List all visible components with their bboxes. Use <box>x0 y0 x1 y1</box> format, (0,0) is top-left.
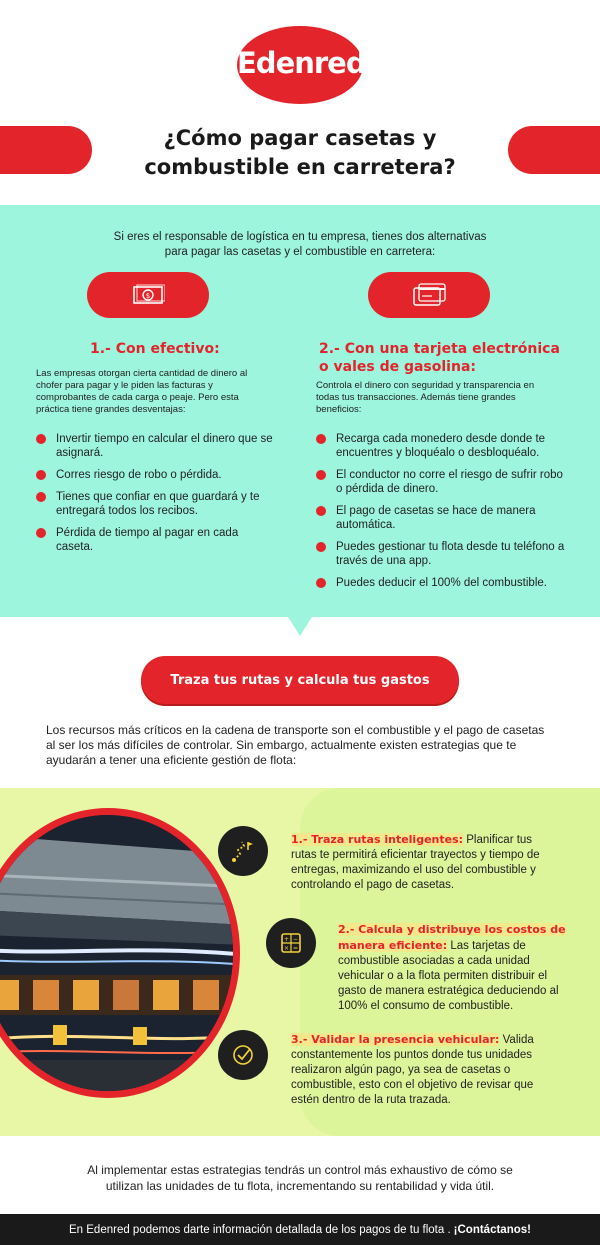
calculator-icon <box>278 930 304 956</box>
cash-icon <box>131 282 165 308</box>
svg-text:×: × <box>283 945 290 952</box>
list-item: Invertir tiempo en calcular el dinero que se asignará. <box>36 432 276 460</box>
header <box>0 0 600 205</box>
fleet-management-intro: Los recursos más críticos en la cadena de transporte son el combustible y el pago de casetas al ser los más difíciles de controlar. Sin embargo, actualmente existen estrategias que te ayudarán a tener una eficiente gestión de flota: <box>46 723 545 767</box>
strategy-heading-3: 3.- Validar la presencia vehicular: <box>291 1033 500 1046</box>
right-bullet-list <box>316 432 566 598</box>
svg-text:$: $ <box>145 292 151 300</box>
bullet-dot <box>36 528 46 538</box>
list-item: Tienes que confiar en que guardará y te entregará todos los recibos. <box>36 490 276 518</box>
page-title <box>120 124 480 182</box>
left-column-description: Las empresas otorgan cierta cantidad de dinero al chofer para pagar y le piden las facturas y comprobantes de cada carga o peaje. Pero esta práctica tiene grandes desventajas: <box>36 368 248 415</box>
intro-line-1: Si eres el responsable de logística en tu empresa, tienes dos alternativas <box>113 231 487 243</box>
list-item: Recarga cada monedero desde donde te encuentres y bloquéalo o desbloquéalo. <box>316 432 566 460</box>
right-title-line-1: 2.- Con una tarjeta electrónica <box>319 341 560 357</box>
check-icon <box>230 1042 256 1068</box>
logo-text: Edenred <box>237 46 366 80</box>
cash-pill <box>87 272 209 318</box>
step-1-badge <box>218 826 268 876</box>
list-item: Puedes deducir el 100% del combustible. <box>316 576 566 590</box>
routes-cta-banner: Traza tus rutas y calcula tus gastos <box>141 656 459 704</box>
strategy-text-3: Valida constantemente los puntos donde tus unidades realizaron algún pago, ya sea de casetas o combustible, esto con el objetivo de revisar que estén dentro de la ruta trazada. <box>291 1034 534 1106</box>
strategy-text-1: Planificar tus rutas te permitirá eficientar trayectos y tiempo de entregas, maximizando el uso del combustible y controlando el pago de casetas. <box>291 834 540 891</box>
card-icon <box>412 282 446 308</box>
bullet-dot <box>36 470 46 480</box>
list-item: Pérdida de tiempo al pagar en cada caseta. <box>36 526 276 554</box>
bullet-dot <box>316 434 326 444</box>
footer-bar <box>0 1214 600 1245</box>
contact-link[interactable]: ¡Contáctanos! <box>453 1223 531 1236</box>
left-bullet-list <box>36 432 276 562</box>
strategy-heading-2: 2.- Calcula y distribuye los costos de manera eficiente: <box>338 923 566 952</box>
decorative-pill-right <box>508 126 600 174</box>
list-item: Puedes gestionar tu flota desde tu teléfono a través de una app. <box>316 540 566 568</box>
title-line-1: ¿Cómo pagar casetas y <box>163 126 437 150</box>
route-icon <box>230 838 256 864</box>
bullet-dot <box>316 506 326 516</box>
right-title-line-2: o vales de gasolina: <box>319 359 476 375</box>
strategy-item-3 <box>291 1032 553 1108</box>
left-column-title: 1.- Con efectivo: <box>90 341 220 357</box>
title-line-2: combustible en carretera? <box>144 155 456 179</box>
conclusion-text: Al implementar estas estrategias tendrás un control más exhaustivo de cómo se utilizan las unidades de tu flota, incrementando su rentabilidad y vida útil. <box>87 1163 513 1193</box>
bullet-dot <box>316 542 326 552</box>
right-column-description: Controla el dinero con seguridad y transparencia en todas tus transacciones. Además tiene grandes beneficios: <box>316 380 535 415</box>
list-item: El pago de casetas se hace de manera automática. <box>316 504 566 532</box>
step-2-badge <box>266 918 316 968</box>
footer-text: En Edenred podemos darte información detallada de los pagos de tu flota . <box>69 1223 451 1236</box>
list-item: El conductor no corre el riesgo de sufrir robo o pérdida de dinero. <box>316 468 566 496</box>
bullet-dot <box>36 492 46 502</box>
svg-text:+: + <box>283 936 290 943</box>
section-pointer <box>285 612 315 636</box>
strategy-item-2 <box>338 922 573 1014</box>
strategy-text-2: Las tarjetas de combustible asociadas a cada unidad vehicular o a la flota permiten distribuir el gasto de manera estratégica deduciendo al 100% el consumo de combustible. <box>338 940 559 1012</box>
list-item: Corres riesgo de robo o pérdida. <box>36 468 276 482</box>
strategy-heading-1: 1.- Traza rutas inteligentes: <box>291 833 464 846</box>
card-pill <box>368 272 490 318</box>
bullet-dot <box>316 470 326 480</box>
svg-text:−: − <box>292 936 299 943</box>
step-3-badge <box>218 1030 268 1080</box>
intro-line-2: para pagar las casetas y el combustible en carretera: <box>164 246 436 258</box>
bullet-dot <box>316 578 326 588</box>
bullet-dot <box>36 434 46 444</box>
strategy-item-1 <box>291 832 553 893</box>
right-column-title <box>319 340 569 376</box>
decorative-pill-left <box>0 126 92 174</box>
intro-text <box>90 230 510 260</box>
svg-text:=: = <box>292 945 299 952</box>
